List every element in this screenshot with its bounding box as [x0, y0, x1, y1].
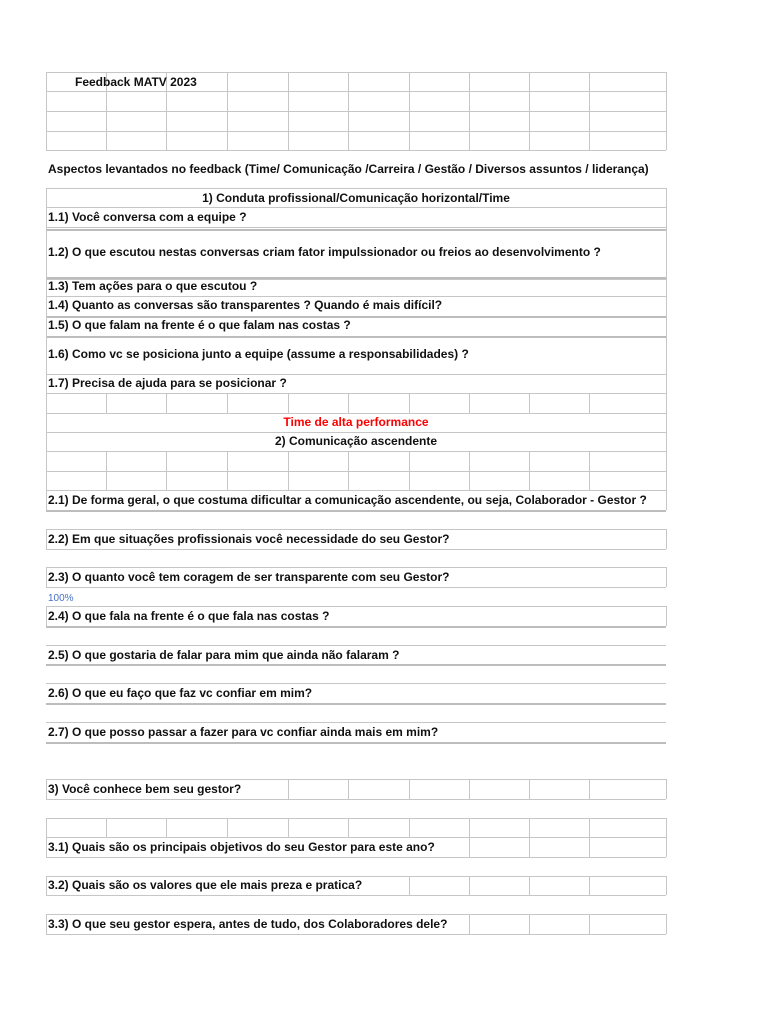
- question-1-4: 1.4) Quanto as conversas são transparentes ? Quando é mais difícil?: [48, 298, 443, 312]
- question-2-7: 2.7) O que posso passar a fazer para vc confiar ainda mais em mim?: [48, 725, 439, 739]
- grid-hline: [46, 683, 666, 684]
- grid-vline: [409, 818, 410, 837]
- grid-vline: [666, 490, 667, 510]
- grid-vline: [589, 818, 590, 837]
- grid-vline: [666, 529, 667, 549]
- grid-hline: [46, 587, 666, 588]
- grid-vline: [529, 818, 530, 837]
- grid-vline: [589, 393, 590, 413]
- grid-hline: [46, 111, 666, 112]
- grid-hline: [46, 664, 666, 666]
- grid-vline: [529, 914, 530, 934]
- grid-vline: [469, 451, 470, 490]
- grid-hline: [46, 799, 666, 800]
- grid-vline: [348, 393, 349, 413]
- grid-hline: [46, 229, 666, 231]
- grid-vline: [409, 876, 410, 895]
- grid-hline: [46, 471, 666, 472]
- grid-hline: [46, 227, 666, 228]
- grid-vline: [46, 818, 47, 857]
- grid-hline: [46, 510, 666, 512]
- grid-vline: [409, 451, 410, 490]
- grid-vline: [469, 837, 470, 857]
- question-1-1: 1.1) Você conversa com a equipe ?: [48, 210, 247, 224]
- grid-vline: [46, 876, 47, 895]
- question-2-4: 2.4) O que fala na frente é o que fala nas costas ?: [48, 609, 330, 623]
- grid-vline: [166, 818, 167, 837]
- grid-hline: [46, 393, 666, 394]
- grid-hline: [46, 336, 666, 338]
- grid-hline: [46, 549, 666, 550]
- grid-hline: [46, 91, 666, 92]
- sheet-title: Feedback MATV 2023: [75, 75, 197, 89]
- highlight-text: Time de alta performance: [283, 415, 429, 429]
- grid-vline: [469, 914, 470, 934]
- grid-vline: [348, 818, 349, 837]
- grid-vline: [469, 876, 470, 895]
- question-3-2: 3.2) Quais são os valores que ele mais preza e pratica?: [48, 878, 363, 892]
- grid-hline: [46, 150, 666, 151]
- grid-vline: [589, 451, 590, 490]
- grid-hline: [46, 451, 666, 452]
- grid-hline: [46, 722, 666, 723]
- grid-hline: [46, 490, 666, 491]
- grid-vline: [409, 393, 410, 413]
- grid-vline: [46, 529, 47, 549]
- grid-hline: [46, 818, 666, 819]
- question-2-5: 2.5) O que gostaria de falar para mim que ainda não falaram ?: [48, 648, 400, 662]
- grid-hline: [46, 934, 666, 935]
- percent-value: 100%: [48, 593, 74, 604]
- grid-vline: [529, 837, 530, 857]
- grid-vline: [288, 779, 289, 799]
- grid-hline: [46, 703, 666, 705]
- aspects-text: Aspectos levantados no feedback (Time/ Comunicação /Carreira / Gestão / Diversos assuntos / liderança): [48, 162, 649, 176]
- grid-vline: [666, 779, 667, 799]
- grid-vline: [469, 72, 470, 150]
- grid-vline: [46, 914, 47, 934]
- grid-hline: [46, 645, 666, 646]
- grid-vline: [46, 779, 47, 799]
- grid-vline: [666, 606, 667, 626]
- grid-hline: [46, 857, 666, 858]
- grid-hline: [46, 413, 666, 414]
- grid-vline: [589, 837, 590, 857]
- grid-hline: [46, 914, 666, 915]
- grid-vline: [469, 818, 470, 837]
- grid-vline: [46, 567, 47, 587]
- grid-vline: [288, 393, 289, 413]
- grid-hline: [46, 188, 666, 189]
- grid-vline: [529, 876, 530, 895]
- grid-vline: [469, 779, 470, 799]
- grid-vline: [589, 876, 590, 895]
- question-3-1: 3.1) Quais são os principais objetivos do seu Gestor para este ano?: [48, 840, 435, 854]
- question-2-2: 2.2) Em que situações profissionais você necessidade do seu Gestor?: [48, 532, 450, 546]
- grid-vline: [288, 451, 289, 490]
- grid-vline: [227, 451, 228, 490]
- grid-vline: [348, 72, 349, 150]
- grid-vline: [529, 779, 530, 799]
- question-1-7: 1.7) Precisa de ajuda para se posicionar ?: [48, 376, 287, 390]
- grid-vline: [409, 779, 410, 799]
- grid-vline: [288, 72, 289, 150]
- grid-vline: [666, 876, 667, 895]
- grid-vline: [529, 393, 530, 413]
- grid-vline: [666, 72, 667, 150]
- grid-vline: [666, 914, 667, 934]
- grid-hline: [46, 895, 666, 896]
- grid-vline: [589, 779, 590, 799]
- grid-hline: [46, 529, 666, 530]
- section2-heading: 2) Comunicação ascendente: [274, 434, 438, 448]
- grid-hline: [46, 626, 666, 628]
- grid-hline: [46, 567, 666, 568]
- grid-vline: [166, 393, 167, 413]
- grid-vline: [46, 606, 47, 626]
- grid-vline: [589, 914, 590, 934]
- section3-heading: 3) Você conhece bem seu gestor?: [48, 782, 242, 796]
- question-1-6: 1.6) Como vc se posiciona junto a equipe (assume a responsabilidades) ?: [48, 347, 469, 361]
- grid-vline: [46, 188, 47, 413]
- grid-vline: [227, 818, 228, 837]
- section1-heading: 1) Conduta profissional/Comunicação horizontal/Time: [202, 191, 510, 205]
- grid-vline: [529, 72, 530, 150]
- grid-vline: [348, 779, 349, 799]
- grid-hline: [46, 876, 666, 877]
- grid-vline: [666, 188, 667, 413]
- question-2-1: 2.1) De forma geral, o que costuma dificultar a comunicação ascendente, ou seja, Colaborador - Gestor ?: [48, 493, 647, 507]
- grid-vline: [46, 72, 47, 150]
- grid-vline: [529, 451, 530, 490]
- question-1-2: 1.2) O que escutou nestas conversas criam fator impulssionador ou freios ao desenvolvimento ?: [48, 245, 601, 259]
- grid-hline: [46, 606, 666, 607]
- grid-hline: [46, 207, 666, 208]
- grid-vline: [288, 818, 289, 837]
- grid-vline: [589, 72, 590, 150]
- grid-hline: [46, 742, 666, 744]
- grid-vline: [106, 393, 107, 413]
- grid-vline: [409, 72, 410, 150]
- grid-vline: [227, 72, 228, 150]
- grid-vline: [666, 413, 667, 490]
- grid-vline: [348, 451, 349, 490]
- grid-hline: [46, 374, 666, 375]
- grid-hline: [46, 779, 666, 780]
- question-3-3: 3.3) O que seu gestor espera, antes de tudo, dos Colaboradores dele?: [48, 917, 448, 931]
- grid-hline: [46, 432, 666, 433]
- question-2-6: 2.6) O que eu faço que faz vc confiar em mim?: [48, 686, 313, 700]
- grid-hline: [46, 131, 666, 132]
- grid-vline: [469, 393, 470, 413]
- grid-vline: [106, 818, 107, 837]
- grid-hline: [46, 72, 666, 73]
- grid-vline: [106, 451, 107, 490]
- question-2-3: 2.3) O quanto você tem coragem de ser transparente com seu Gestor?: [48, 570, 450, 584]
- grid-vline: [46, 490, 47, 510]
- question-1-3: 1.3) Tem ações para o que escutou ?: [48, 279, 258, 293]
- grid-vline: [666, 818, 667, 857]
- question-1-5: 1.5) O que falam na frente é o que falam nas costas ?: [48, 318, 351, 332]
- grid-vline: [666, 567, 667, 587]
- grid-vline: [227, 393, 228, 413]
- grid-vline: [166, 451, 167, 490]
- grid-hline: [46, 296, 666, 297]
- grid-hline: [46, 837, 666, 838]
